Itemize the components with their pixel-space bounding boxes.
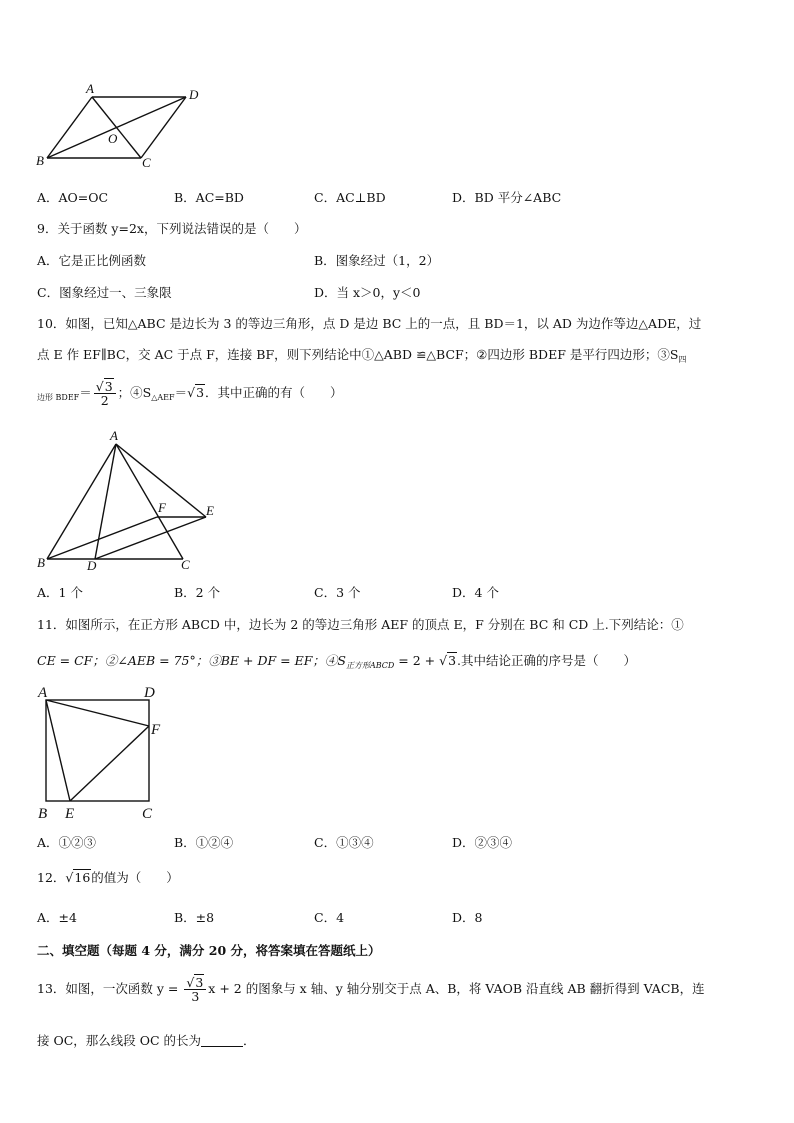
q8-option-a: A．AO=OC (37, 190, 109, 205)
q13-frac-num: 3 (195, 975, 204, 990)
q12-prefix: 12． (37, 870, 66, 885)
q9-option-a: A．它是正比例函数 (37, 253, 147, 268)
q10-option-c: C．3 个 (314, 585, 361, 600)
q10-rad2: 3 (196, 385, 205, 401)
q10-line2-sub: 四 (678, 355, 687, 364)
label-d: D (144, 685, 155, 701)
label-a: A (38, 685, 48, 701)
q12-option-b: B．±8 (174, 910, 215, 925)
label-f: F (151, 722, 161, 738)
q10-end: ．其中正确的有（ ） (205, 385, 343, 401)
q8-option-d: D．BD 平分∠ABC (452, 190, 562, 205)
section-title: 二、填空题（每题 4 分，满分 20 分，将答案填在答题纸上） (37, 943, 381, 958)
label-b: B (37, 555, 45, 570)
q13-fraction: $\frac{√3}{3}$ (184, 976, 206, 1003)
q12-option-d: D．8 (452, 910, 483, 925)
q10-line3-sub: 边形 BDEF (37, 393, 80, 403)
q13-end: ． (243, 1033, 256, 1048)
label-f: F (158, 500, 166, 515)
q10-option-a: A．1 个 (37, 585, 83, 600)
q11-line2-sub: 正方形ABCD (345, 661, 395, 670)
label-e: E (65, 806, 75, 822)
q10-line1: 10．如图，已知△ABC 是边长为 3 的等边三角形，点 D 是边 BC 上的一点，且 BD＝1，以 AD 为边作等边△ADE，过 (37, 316, 702, 331)
q9-stem: 9．关于函数 y=2x，下列说法错误的是（ ） (37, 221, 307, 236)
q13-line1 (37, 976, 705, 1003)
q12-option-c: C．4 (314, 910, 345, 925)
q12-rad: 16 (74, 870, 91, 885)
q10-option-d: D．4 个 (452, 585, 499, 600)
q11-option-d: D．②③④ (452, 835, 513, 850)
q10-fraction: $\frac{√3}{2}$ (94, 380, 116, 407)
q11-line2-a: CE = CF；②∠AEB = 75°；③BE + DF = EF；④S (37, 653, 346, 668)
q9-option-d: D．当 x＞0，y＜0 (314, 285, 421, 300)
q11-line2: CE = CF；②∠AEB = 75°；③BE + DF = EF；$④S_{正方形ABCD} = 2 + √3$.其中结论正确的序号是（ ） (37, 653, 636, 670)
q8-option-c: C．AC⊥BD (314, 190, 386, 205)
q11-option-b: B．①②④ (174, 835, 234, 850)
q13-prefix: 13．如图，一次函数 y = (37, 981, 183, 997)
q11-rad: 3 (448, 653, 457, 668)
label-b: B (36, 153, 44, 168)
q10-frac-den: 2 (100, 393, 109, 409)
q8-option-b: B．AC=BD (174, 190, 244, 205)
q10-option-b: B．2 个 (174, 585, 221, 600)
label-a: A (110, 428, 118, 443)
q10-sub2: △AEF (151, 393, 175, 403)
q10-frac-num: 3 (104, 379, 113, 394)
q11-line1: 11．如图所示，在正方形 ABCD 中，边长为 2 的等边三角形 AEF 的顶点 E，F 分别在 BC 和 CD 上.下列结论：① (37, 617, 684, 632)
label-d: D (189, 87, 199, 102)
q9-option-c: C．图象经过一、三象限 (37, 285, 172, 300)
q13-mid: x + 2 的图象与 x 轴、y 轴分别交于点 A、B，将 VAOB 沿直线 AB 翻折得到 VACB，连 (208, 981, 705, 997)
q11-option-c: C．①③④ (314, 835, 374, 850)
label-o: O (108, 131, 118, 146)
label-e: E (206, 503, 214, 518)
q11-line2-b: = 2 + (394, 653, 440, 668)
answer-blank[interactable] (201, 1034, 243, 1047)
q10-eq2: ＝ (174, 385, 188, 401)
q13-frac-den: 3 (191, 989, 200, 1005)
q12-stem: 12．√16的值为（ ） (37, 870, 179, 885)
label-c: C (181, 557, 190, 572)
q12-suffix: 的值为（ ） (91, 870, 179, 885)
q11-line2-c: .其中结论正确的序号是（ ） (457, 653, 636, 668)
q11-option-a: A．①②③ (37, 835, 97, 850)
q10-line3: $_{边形 BDEF}$＝ $\frac{√3}{2}$ ；$④S_{\triangle AEF}=√3$．其中正确的有（ ） (37, 379, 343, 409)
q13-line2-text: 接 OC，那么线段 OC 的长为 (37, 1033, 202, 1048)
label-a: A (86, 81, 94, 96)
label-b: B (38, 806, 48, 822)
label-d: D (87, 558, 97, 573)
label-c: C (142, 806, 153, 822)
q10-mid: ；④S (117, 385, 152, 401)
q13-line2 (37, 1031, 256, 1049)
q10-eq: ＝ (79, 385, 92, 401)
label-c: C (142, 155, 151, 170)
q9-option-b: B．图象经过（1，2） (314, 253, 440, 268)
q10-line2-text: 点 E 作 EF∥BC，交 AC 于点 F，连接 BF，则下列结论中①△ABD ≌△BCF；②四边形 BDEF 是平行四边形；③S (37, 347, 679, 362)
q12-option-a: A．±4 (37, 910, 77, 925)
